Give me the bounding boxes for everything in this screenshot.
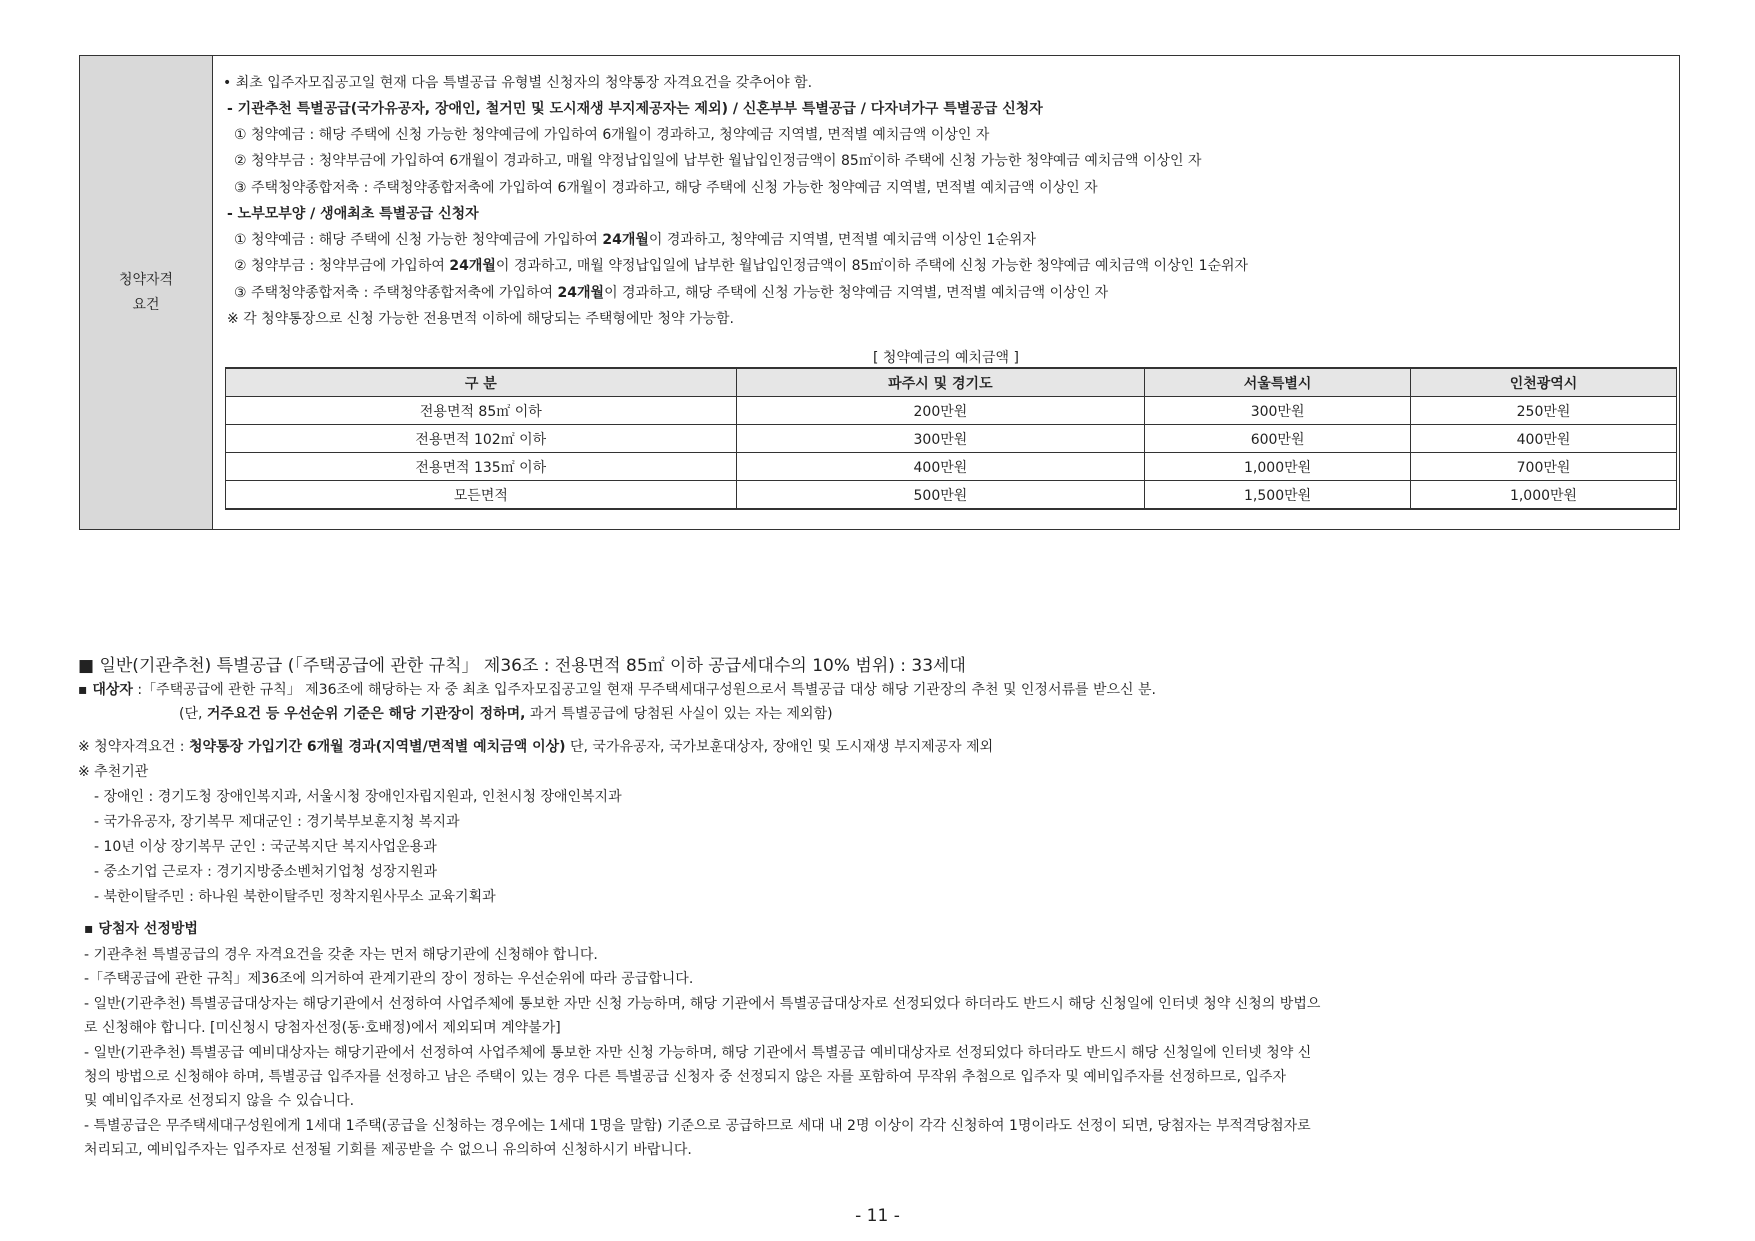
group1-title: - 기관추천 특별공급(국가유공자, 장애인, 철거민 및 도시재생 부지제공자는 제외) / 신혼부부 특별공급 / 다자녀가구 특별공급 신청자	[227, 101, 1043, 117]
eligibility-label-cell	[80, 56, 213, 529]
list-item: - 일반(기관추천) 특별공급대상자는 해당기관에서 선정하여 사업주체에 통보한 자만 신청 가능하며, 해당 기관에서 특별공급대상자로 선정되었다 하더라도 반드시 해당 신청일에 인터넷 청약 신청의 방법으	[84, 996, 1321, 1012]
header-category: 구 분	[226, 368, 737, 397]
eligibility-content-cell	[213, 56, 1679, 529]
list-item: -「주택공급에 관한 규칙」제36조에 의거하여 관계기관의 장이 정하는 우선순위에 따라 공급합니다.	[84, 971, 694, 987]
group2-title: - 노부모부양 / 생애최초 특별공급 신청자	[227, 206, 479, 222]
table-cell: 300만원	[1145, 397, 1411, 425]
list-item: 및 예비입주자로 선정되지 않을 수 있습니다.	[84, 1093, 355, 1109]
list-item: - 특별공급은 무주택세대구성원에게 1세대 1주택(공급을 신청하는 경우에는 1세대 1명을 말함) 기준으로 공급하므로 세대 내 2명 이상이 각각 신청하여 1명이라도 선정이 되면, 당첨자는 부적격당첨자로	[84, 1118, 1311, 1134]
target-line	[78, 680, 1156, 700]
table-cell: 1,000만원	[1411, 481, 1677, 510]
deposit-table-caption: [ 청약예금의 예치금액 ]	[873, 350, 1019, 366]
eligibility-table	[79, 55, 1680, 530]
list-item: - 중소기업 근로자 : 경기지방중소벤처기업청 성장지원과	[94, 864, 438, 880]
account-note: ※ 각 청약통장으로 신청 가능한 전용면적 이하에 해당되는 주택형에만 청약 가능함.	[227, 311, 734, 327]
section-title: ■ 일반(기관추천) 특별공급 (「주택공급에 관한 규칙」 제36조 : 전용면적 85㎡ 이하 공급세대수의 10% 범위) : 33세대	[78, 656, 966, 676]
list-item: - 기관추천 특별공급의 경우 자격요건을 갖춘 자는 먼저 해당기관에 신청해야 합니다.	[84, 947, 598, 963]
target-note: (단, 거주요건 등 우선순위 기준은 해당 기관장이 정하며, 과거 특별공급에 당첨된 사실이 있는 자는 제외함)	[179, 706, 833, 722]
deposit-amount-table	[225, 367, 1677, 510]
table-row	[226, 425, 1677, 453]
table-cell: 700만원	[1411, 453, 1677, 481]
table-cell: 200만원	[736, 397, 1145, 425]
deposit-header-row	[226, 368, 1677, 397]
group2-item2: ② 청약부금 : 청약부금에 가입하여 24개월이 경과하고, 매월 약정납입일에 납부한 월납입인정금액이 85㎡이하 주택에 신청 가능한 청약예금 예치금액 이상인 1순위자	[234, 258, 1249, 274]
list-item: - 국가유공자, 장기복무 제대군인 : 경기북부보훈지청 복지과	[94, 814, 460, 830]
selection-method-title: ▪ 당첨자 선정방법	[84, 921, 198, 937]
table-cell: 1,500만원	[1145, 481, 1411, 510]
table-cell: 모든면적	[226, 481, 737, 510]
table-cell: 전용면적 102㎡ 이하	[226, 425, 737, 453]
list-item: - 북한이탈주민 : 하나원 북한이탈주민 정착지원사무소 교육기획과	[94, 889, 496, 905]
group1-item2: ② 청약부금 : 청약부금에 가입하여 6개월이 경과하고, 매월 약정납입일에 납부한 월납입인정금액이 85㎡이하 주택에 신청 가능한 청약예금 예치금액 이상인 자	[234, 153, 1202, 169]
header-seoul: 서울특별시	[1145, 368, 1411, 397]
header-paju-gyeonggi: 파주시 및 경기도	[736, 368, 1145, 397]
table-cell: 전용면적 85㎡ 이하	[226, 397, 737, 425]
list-item: 처리되고, 예비입주자는 입주자로 선정될 기회를 제공받을 수 없으니 유의하여 신청하시기 바랍니다.	[84, 1142, 692, 1158]
list-item: 로 신청해야 합니다. [미신청시 당첨자선정(동·호배정)에서 제외되며 계약불가]	[84, 1020, 561, 1036]
table-cell: 250만원	[1411, 397, 1677, 425]
intro-text: • 최초 입주자모집공고일 현재 다음 특별공급 유형별 신청자의 청약통장 자격요건을 갖추어야 함.	[223, 75, 813, 91]
group2-item1: ① 청약예금 : 해당 주택에 신청 가능한 청약예금에 가입하여 24개월이 경과하고, 청약예금 지역별, 면적별 예치금액 이상인 1순위자	[234, 232, 1036, 248]
table-row	[226, 397, 1677, 425]
list-item: 청의 방법으로 신청해야 하며, 특별공급 입주자를 선정하고 남은 주택이 있는 경우 다른 특별공급 신청자 중 선정되지 않은 자를 포함하여 무작위 추첨으로 입주자 및 예비입주자를 선정하므로, 입주자	[84, 1069, 1287, 1085]
table-cell: 600만원	[1145, 425, 1411, 453]
group1-item3: ③ 주택청약종합저축 : 주택청약종합저축에 가입하여 6개월이 경과하고, 해당 주택에 신청 가능한 청약예금 지역별, 면적별 예치금액 이상인 자	[234, 180, 1098, 196]
table-cell: 500만원	[736, 481, 1145, 510]
table-cell: 1,000만원	[1145, 453, 1411, 481]
target-label: ▪ 대상자	[78, 682, 133, 698]
eligibility-label-line2: 요건	[132, 296, 160, 313]
table-cell: 400만원	[736, 453, 1145, 481]
agency-title: ※ 추천기관	[78, 764, 149, 780]
list-item: - 장애인 : 경기도청 장애인복지과, 서울시청 장애인자립지원과, 인천시청 장애인복지과	[94, 789, 622, 805]
list-item: - 10년 이상 장기복무 군인 : 국군복지단 복지사업운용과	[94, 839, 437, 855]
page-number: - 11 -	[855, 1206, 900, 1226]
table-row	[226, 481, 1677, 510]
target-text: :「주택공급에 관한 규칙」 제36조에 해당하는 자 중 최초 입주자모집공고일 현재 무주택세대구성원으로서 특별공급 대상 해당 기관장의 추천 및 인정서류를 받으신 분.	[132, 682, 1156, 698]
table-row	[226, 453, 1677, 481]
table-cell: 400만원	[1411, 425, 1677, 453]
group2-item3: ③ 주택청약종합저축 : 주택청약종합저축에 가입하여 24개월이 경과하고, 해당 주택에 신청 가능한 청약예금 지역별, 면적별 예치금액 이상인 자	[234, 285, 1109, 301]
table-cell: 300만원	[736, 425, 1145, 453]
qualification-line: ※ 청약자격요건 : 청약통장 가입기간 6개월 경과(지역별/면적별 예치금액 이상) 단, 국가유공자, 국가보훈대상자, 장애인 및 도시재생 부지제공자 제외	[78, 739, 994, 755]
eligibility-label-line1: 청약자격	[118, 271, 174, 288]
table-cell: 전용면적 135㎡ 이하	[226, 453, 737, 481]
header-incheon: 인천광역시	[1411, 368, 1677, 397]
list-item: - 일반(기관추천) 특별공급 예비대상자는 해당기관에서 선정하여 사업주체에 통보한 자만 신청 가능하며, 해당 기관에서 특별공급 예비대상자로 선정되었다 하더라도 반드시 해당 신청일에 인터넷 청약 신	[84, 1045, 1312, 1061]
group1-item1: ① 청약예금 : 해당 주택에 신청 가능한 청약예금에 가입하여 6개월이 경과하고, 청약예금 지역별, 면적별 예치금액 이상인 자	[234, 127, 990, 143]
